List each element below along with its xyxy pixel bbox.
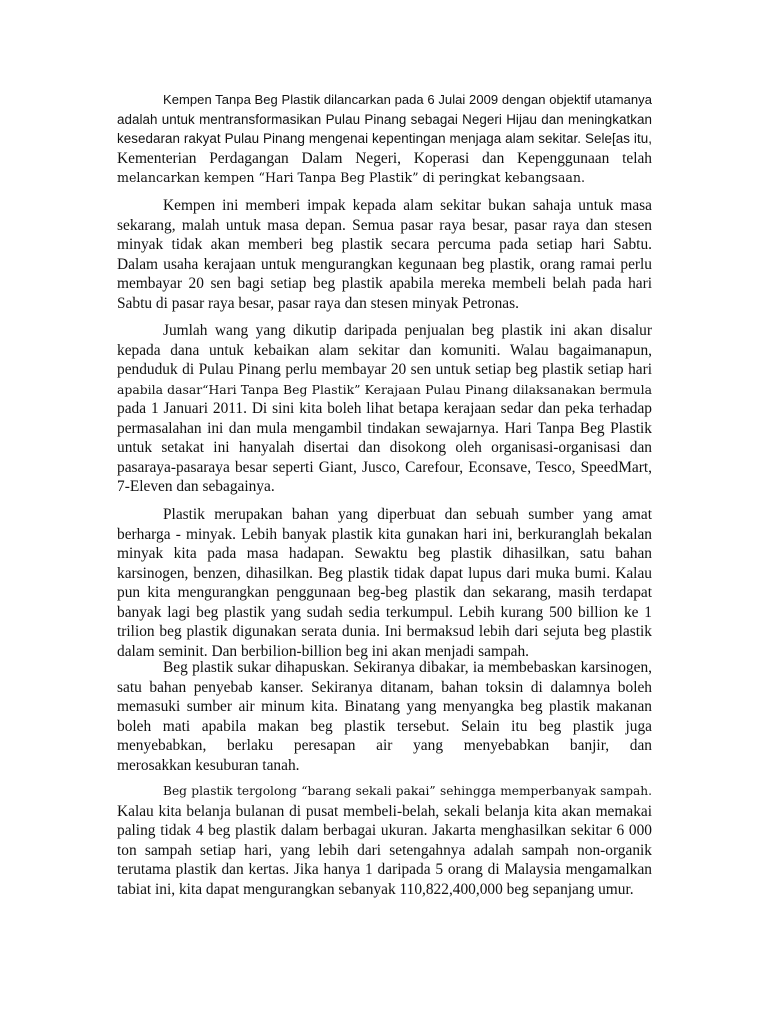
paragraph-line: sekarang, malah untuk masa depan. Semua pasar raya besar, pasar raya dan stesen	[117, 216, 652, 234]
paragraph-line: memasuki sumber air minum kita. Binatang yang menyangka beg plastik makanan	[117, 698, 652, 715]
paragraph-line: paling tidak 4 beg plastik dalam berbagai ukuran. Jakarta menghasilkan sekitar 6 000	[117, 822, 652, 839]
paragraph-line: kepada dana untuk kebaikan alam sekitar dan komuniti. Walau bagaimanapun,	[117, 341, 652, 359]
paragraph-4	[117, 505, 652, 661]
paragraph-line: merosakkan kesuburan tanah.	[117, 756, 300, 774]
paragraph-line: boleh mati apabila makan beg plastik tersebut. Selain itu beg plastik juga	[117, 717, 652, 735]
paragraph-line: Beg plastik sukar dihapuskan. Sekiranya dibakar, ia membebaskan karsinogen,	[163, 659, 652, 676]
paragraph-line: Plastik merupakan bahan yang diperbuat dan sebuah sumber yang amat	[163, 506, 652, 523]
paragraph-line: trilion beg plastik digunakan serata dunia. Ini bermaksud lebih dari sejuta beg plastik	[117, 623, 652, 640]
paragraph-line: pasaraya-pasaraya besar seperti Giant, Jusco, Carefour, Econsave, Tesco, SpeedMart,	[117, 458, 652, 476]
paragraph-line: Beg plastik tergolong “barang sekali pakai” sehingga memperbanyak sampah.	[163, 784, 652, 798]
paragraph-line: permasalahan ini dan mula mengambil tindakan sewajarnya. Hari Tanpa Beg Plastik	[117, 419, 652, 437]
paragraph-line: penduduk di Pulau Pinang perlu membayar 20 sen untuk setiap beg plastik setiap hari	[117, 361, 652, 378]
paragraph-line: Kempen ini memberi impak kepada alam sekitar bukan sahaja untuk masa	[163, 197, 652, 214]
paragraph-line: menyebabkan, berlaku peresapan air yang menyebabkan banjir, dan	[117, 737, 652, 754]
paragraph-line: pada 1 Januari 2011. Di sini kita boleh lihat betapa kerajaan sedar dan peka terhadap	[117, 400, 652, 417]
paragraph-line: berharga - minyak. Lebih banyak plastik kita gunakan hari ini, berkuranglah bekalan	[117, 525, 652, 543]
paragraph-line: membayar 20 sen bagi setiap beg plastik apabila mereka membeli belah pada hari	[117, 275, 652, 292]
paragraph-line: melancarkan kempen “Hari Tanpa Beg Plastik” di peringkat kebangsaan.	[117, 170, 585, 185]
paragraph-line: karsinogen, benzen, dihasilkan. Beg plastik tidak dapat lupus dari muka bumi. Kalau	[117, 564, 652, 582]
paragraph-line: minyak tidak akan memberi beg plastik secara percuma pada setiap hari Sabtu.	[117, 236, 652, 253]
paragraph-line: untuk setakat ini hanyalah disertai dan disokong oleh organisasi-organisasi dan	[117, 439, 652, 456]
paragraph-3	[117, 321, 652, 497]
paragraph-line: Kalau kita belanja bulanan di pusat membeli-belah, sekali belanja kita akan memakai	[117, 802, 652, 820]
paragraph-line: ton sampah setiap hari, yang lebih dari setengahnya adalah sampah non-organik	[117, 841, 652, 859]
paragraph-line: minyak kita pada masa hadapan. Sewaktu beg plastik dihasilkan, satu bahan	[117, 545, 652, 562]
paragraph-line: dalam seminit. Dan berbilion-billion beg ini akan menjadi sampah.	[117, 642, 530, 660]
paragraph-5	[117, 658, 652, 775]
paragraph-line: Kempen Tanpa Beg Plastik dilancarkan pada 6 Julai 2009 dengan objektif utamanya	[163, 92, 652, 107]
paragraph-line: tabiat ini, kita dapat mengurangkan sebanyak 110,822,400,000 beg sepanjang umur.	[117, 880, 634, 898]
paragraph-6	[117, 782, 652, 899]
paragraph-line: banyak lagi beg plastik yang sudah sedia terkumpul. Lebih kurang 500 billion ke 1	[117, 603, 652, 621]
paragraph-line: 7-Eleven dan sebagainya.	[117, 478, 275, 495]
paragraph-line: Dalam usaha kerajaan untuk mengurangkan kegunaan beg plastik, orang ramai perlu	[117, 255, 652, 273]
paragraph-1	[117, 90, 652, 188]
paragraph-line: Sabtu di pasar raya besar, pasar raya dan stesen minyak Petronas.	[117, 294, 519, 312]
paragraph-line: Kementerian Perdagangan Dalam Negeri, Koperasi dan Kepenggunaan telah	[117, 149, 652, 167]
paragraph-line: adalah untuk mentransformasikan Pulau Pinang sebagai Negeri Hijau dan meningkatkan	[117, 111, 652, 127]
paragraph-line: satu bahan penyebab kanser. Sekiranya ditanam, bahan toksin di dalamnya boleh	[117, 678, 652, 696]
paragraph-line: Jumlah wang yang dikutip daripada penjualan beg plastik ini akan disalur	[163, 322, 652, 339]
paragraph-line: kesedaran rakyat Pulau Pinang mengenai kepentingan menjaga alam sekitar. Sele[as itu,	[117, 131, 652, 146]
paragraph-2	[117, 196, 652, 313]
paragraph-line: terutama plastik dan kertas. Jika hanya 1 daripada 5 orang di Malaysia mengamalkan	[117, 861, 652, 878]
paragraph-line: pun kita mengurangkan penggunaan beg-beg plastik dan sekarang, masih terdapat	[117, 584, 652, 601]
paragraph-line: apabila dasar“Hari Tanpa Beg Plastik” Kerajaan Pulau Pinang dilaksanakan bermula	[117, 381, 652, 397]
